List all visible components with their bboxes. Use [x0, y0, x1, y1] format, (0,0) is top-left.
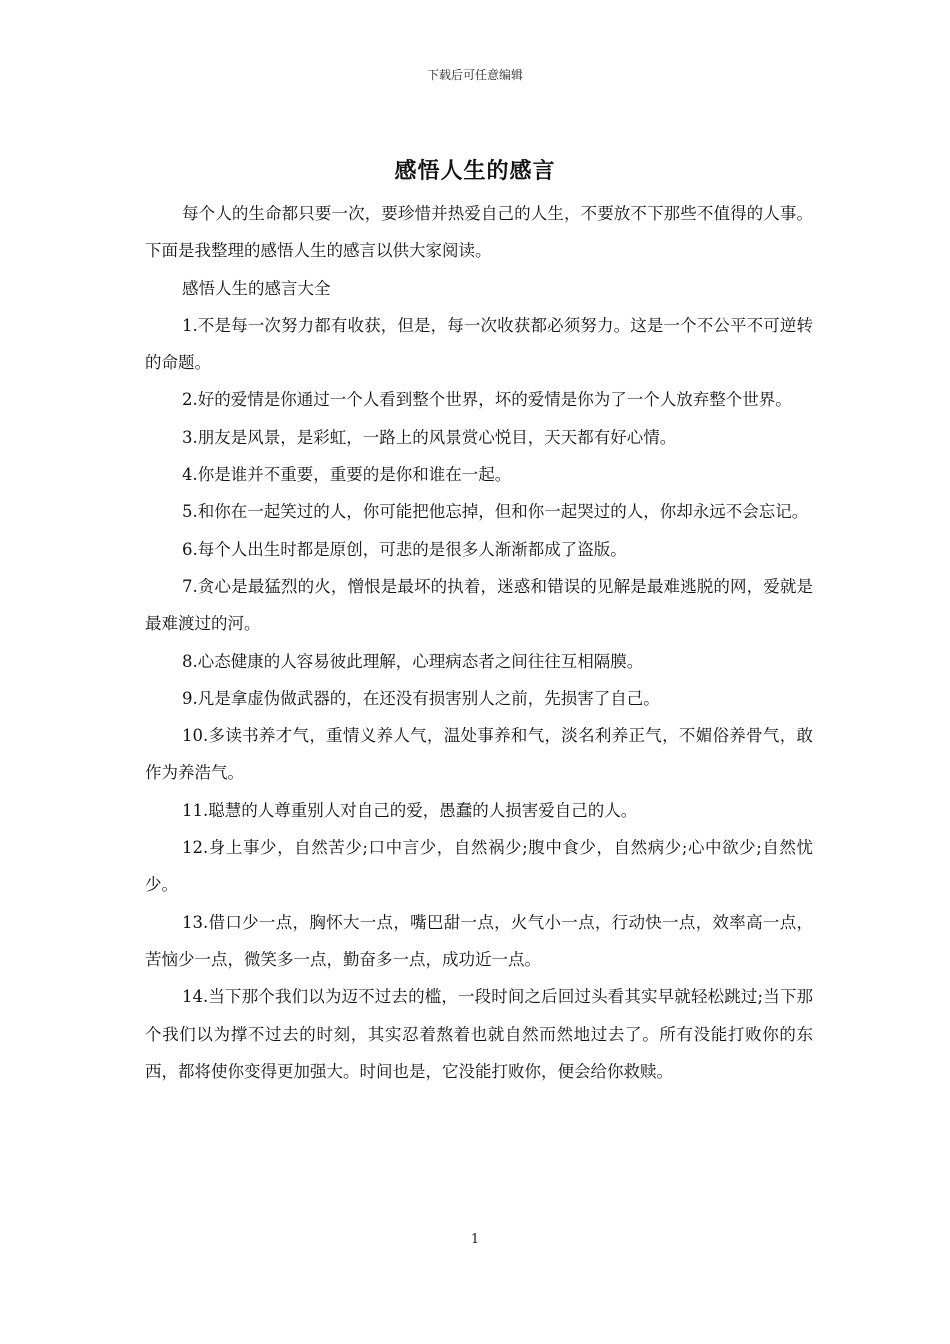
quote-item-13: 13.借口少一点，胸怀大一点，嘴巴甜一点，火气小一点，行动快一点，效率高一点，苦恼少一点，微笑多一点，勤奋多一点，成功近一点。 — [145, 912, 813, 969]
quote-item-5: 5.和你在一起笑过的人，你可能把他忘掉，但和你一起哭过的人，你却永远不会忘记。 — [182, 502, 809, 522]
quote-item-1: 1.不是每一次努力都有收获，但是，每一次收获都必须努力。这是一个不公平不可逆转的命题。 — [145, 315, 813, 373]
quote-item-10: 10.多读书养才气，重情义养人气，温处事养和气，淡名利养正气，不媚俗养骨气，敢作为养浩气。 — [145, 726, 813, 783]
quote-item-14: 14.当下那个我们以为迈不过去的槛，一段时间之后回过头看其实早就轻松跳过;当下那个我们以为撑不过去的时刻，其实忍着熬着也就自然而然地过去了。所有没能打败你的东西，都将使你变得更加强大。时间也是，它没能打败你，便会给你救赎。 — [145, 987, 813, 1081]
quote-item-8: 8.心态健康的人容易彼此理解，心理病态者之间往往互相隔膜。 — [182, 651, 644, 671]
quote-item-11: 11.聪慧的人尊重别人对自己的爱，愚蠢的人损害爱自己的人。 — [182, 800, 638, 820]
quote-item-7: 7.贪心是最猛烈的火，憎恨是最坏的执着，迷惑和错误的见解是最难逃脱的网，爱就是最难渡过的河。 — [145, 576, 813, 634]
quote-item-6: 6.每个人出生时都是原创，可悲的是很多人渐渐都成了盗版。 — [182, 539, 627, 559]
quote-item-12: 12.身上事少，自然苦少;口中言少，自然祸少;腹中食少，自然病少;心中欲少;自然忧少。 — [145, 838, 813, 895]
section-heading: 感悟人生的感言大全 — [182, 278, 331, 298]
quote-item-3: 3.朋友是风景，是彩虹，一路上的风景赏心悦目，天天都有好心情。 — [182, 427, 677, 447]
quote-item-4: 4.你是谁并不重要，重要的是你和谁在一起。 — [182, 465, 512, 485]
document-title: 感悟人生的感言 — [394, 158, 556, 184]
page-number: 1 — [470, 1232, 480, 1247]
quote-item-2: 2.好的爱情是你通过一个人看到整个世界，坏的爱情是你为了一个人放弃整个世界。 — [182, 390, 792, 410]
quote-item-9: 9.凡是拿虚伪做武器的，在还没有损害别人之前，先损害了自己。 — [182, 688, 660, 708]
intro-paragraph: 每个人的生命都只要一次，要珍惜并热爱自己的人生，不要放不下那些不值得的人事。下面是我整理的感悟人生的感言以供大家阅读。 — [145, 204, 813, 261]
header-note: 下载后可任意编辑 — [426, 68, 523, 82]
document-body — [145, 195, 813, 1090]
